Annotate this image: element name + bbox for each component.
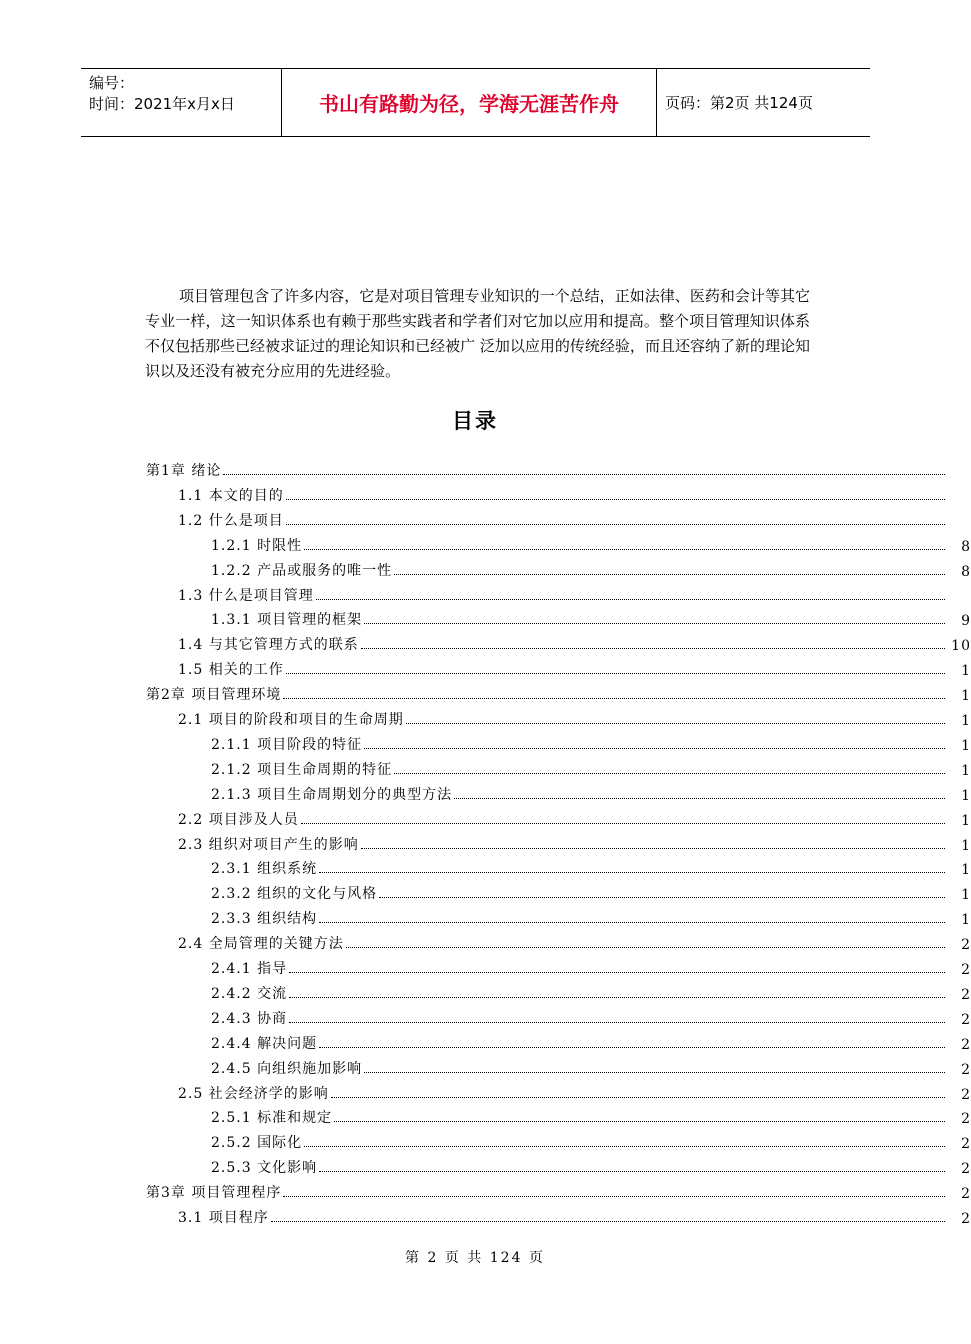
toc-entry[interactable]: 1.5 相关的工作 1 — [178, 655, 947, 679]
toc-entry-label: 2.4.2 交流 — [211, 985, 288, 1002]
toc-leader-dots — [304, 1146, 945, 1147]
toc-entry-label: 第2章 项目管理环境 — [146, 687, 282, 704]
toc-entry[interactable]: 1.4 与其它管理方式的联系 10 — [178, 630, 947, 654]
toc-leader-dots — [361, 648, 945, 649]
toc-entry-label: 2.5 社会经济学的影响 — [178, 1085, 329, 1102]
toc-leader-dots — [454, 798, 945, 799]
toc-leader-dots — [379, 897, 945, 898]
toc-entry[interactable]: 2.4.4 解决问题 2 — [211, 1029, 947, 1053]
toc-entry-label: 2.4 全局管理的关键方法 — [178, 936, 344, 953]
header-meta — [81, 69, 282, 136]
toc-entry[interactable] — [178, 481, 947, 505]
toc-entry-label: 3.1 项目程序 — [178, 1210, 269, 1226]
toc-entry[interactable]: 2.2 项目涉及人员 1 — [178, 805, 947, 829]
toc-leader-dots — [289, 972, 945, 973]
toc-entry-label: 1.2.1 时限性 — [211, 537, 303, 554]
intro-paragraph: 项目管理包含了许多内容，它是对项目管理专业知识的一个总结，正如法律、医药和会计等其它专业一样，这一知识体系也有赖于那些实践者和学者们对它加以应用和提高。整个项目管理知识体系不仅包括那些已经被求证过的理论知识和已经被广 泛加以应用的传统经验，而且还容纳了新的理论知识以及还没有被充分应用的先进经验。 — [145, 287, 810, 380]
toc-entry-label: 第3章 项目管理程序 — [146, 1185, 282, 1202]
toc-entry-label: 2.1.2 项目生命周期的特征 — [211, 761, 393, 778]
toc-entry-label: 2.1.3 项目生命周期划分的典型方法 — [211, 786, 453, 803]
toc-entry[interactable]: 2.5.1 标准和规定 2 — [211, 1103, 947, 1127]
page-footer: 第 2 页 共 124 页 — [405, 1250, 545, 1266]
toc-entry-label: 2.3.2 组织的文化与风格 — [211, 886, 378, 903]
toc-entry-label: 2.2 项目涉及人员 — [178, 811, 299, 828]
toc-entry[interactable]: 2.4.3 协商 2 — [211, 1004, 947, 1028]
toc-leader-dots — [394, 574, 945, 575]
toc-entry[interactable]: 2.1.1 项目阶段的特征 1 — [211, 730, 947, 754]
toc-entry-label: 1.5 相关的工作 — [178, 662, 284, 679]
toc-entry[interactable]: 1.2.2 产品或服务的唯一性 8 — [211, 556, 947, 580]
toc-leader-dots — [304, 549, 945, 550]
page-header — [81, 68, 870, 137]
toc-entry-label: 2.5.3 文化影响 — [211, 1160, 318, 1177]
toc-entry-label: 2.4.4 解决问题 — [211, 1035, 318, 1052]
toc-entry-label: 2.5.2 国际化 — [211, 1135, 303, 1152]
toc-entry-label: 2.3.3 组织结构 — [211, 911, 318, 928]
toc-leader-dots — [289, 997, 945, 998]
toc-leader-dots — [334, 1121, 945, 1122]
header-motto: 书山有路勤为径，学海无涯苦作舟 — [282, 69, 657, 136]
toc-entry-label: 1.2.2 产品或服务的唯一性 — [211, 562, 393, 579]
toc-leader-dots — [319, 872, 945, 873]
toc-entry-label: 2.3 组织对项目产生的影响 — [178, 836, 359, 853]
toc-entry[interactable]: 2.1.2 项目生命周期的特征 1 — [211, 755, 947, 779]
toc-leader-dots — [319, 1047, 945, 1048]
toc-entry-label: 2.1.1 项目阶段的特征 — [211, 736, 363, 753]
toc-entry[interactable]: 2.3.1 组织系统 1 — [211, 854, 947, 878]
toc-entry[interactable] — [146, 456, 947, 480]
toc-entry[interactable]: 1.3.1 项目管理的框架 9 — [211, 605, 947, 629]
toc-entry-label: 2.4.1 指导 — [211, 961, 288, 977]
toc-entry[interactable]: 1.2.1 时限性 8 — [211, 531, 947, 555]
toc-leader-dots — [331, 1097, 945, 1098]
toc-leader-dots — [364, 748, 945, 749]
toc-entry[interactable]: 2.3.3 组织结构 1 — [211, 904, 947, 928]
toc-entry[interactable]: 2.4.1 指导 2 — [211, 954, 947, 978]
toc-entry[interactable]: 2.5.2 国际化 2 — [211, 1128, 947, 1152]
toc-entry[interactable]: 2.4 全局管理的关键方法 2 — [178, 929, 947, 953]
toc-entry[interactable]: 2.5.3 文化影响 2 — [211, 1153, 947, 1177]
toc-entry-label: 1.4 与其它管理方式的联系 — [178, 637, 359, 654]
toc-entry[interactable]: 2.4.5 向组织施加影响 2 — [211, 1054, 947, 1078]
date-label: 时间：2021年x月x日 — [89, 95, 235, 113]
code-label: 编号： — [89, 74, 135, 92]
toc-entry[interactable]: 2.4.2 交流 2 — [211, 979, 947, 1003]
toc-leader-dots — [361, 848, 945, 849]
toc-entry[interactable]: 第2章 项目管理环境 1 — [146, 680, 947, 704]
toc-entry[interactable] — [178, 506, 947, 530]
toc-leader-dots — [301, 823, 945, 824]
toc-title: 目录 — [452, 409, 498, 433]
toc-leader-dots — [286, 524, 945, 525]
toc-leader-dots — [283, 698, 945, 699]
toc-leader-dots — [364, 623, 945, 624]
header-page-info: 页码：第2页 共124页 — [665, 94, 813, 112]
toc-entry-label: 2.3.1 组织系统 — [211, 861, 318, 878]
toc-leader-dots — [283, 1196, 945, 1197]
toc-entry-label: 1.1 本文的目的 — [178, 487, 284, 504]
toc-entry-label: 2.4.3 协商 — [211, 1010, 288, 1027]
toc-entry[interactable]: 2.3.2 组织的文化与风格 1 — [211, 879, 947, 903]
toc-leader-dots — [319, 1171, 945, 1172]
toc-leader-dots — [316, 599, 945, 600]
toc-entry-label: 第1章 绪论 — [146, 463, 222, 479]
toc-leader-dots — [364, 1072, 945, 1073]
toc-entry-label: 1.3 什么是项目管理 — [178, 587, 314, 604]
toc-entry[interactable]: 2.1 项目的阶段和项目的生命周期 1 — [178, 705, 947, 729]
toc-entry-label: 2.1 项目的阶段和项目的生命周期 — [178, 712, 404, 728]
toc-entry[interactable]: 2.3 组织对项目产生的影响 1 — [178, 830, 947, 854]
toc-leader-dots — [346, 947, 945, 948]
toc-entry[interactable]: 2.5 社会经济学的影响 2 — [178, 1079, 947, 1103]
toc-leader-dots — [319, 922, 945, 923]
toc-entry[interactable]: 2.1.3 项目生命周期划分的典型方法 1 — [211, 780, 947, 804]
toc-entry[interactable]: 第3章 项目管理程序 2 — [146, 1178, 947, 1202]
toc-entry-label: 2.4.5 向组织施加影响 — [211, 1060, 363, 1077]
toc-entry[interactable] — [178, 581, 947, 605]
toc-leader-dots — [286, 499, 945, 500]
toc-leader-dots — [286, 673, 945, 674]
toc-entry-label: 2.5.1 标准和规定 — [211, 1110, 333, 1127]
toc-leader-dots — [289, 1022, 945, 1023]
toc-leader-dots — [406, 723, 945, 724]
toc-entry-label: 1.2 什么是项目 — [178, 512, 284, 529]
toc-leader-dots — [271, 1221, 945, 1222]
toc-leader-dots — [394, 773, 945, 774]
toc-entry[interactable]: 3.1 项目程序 2 — [178, 1203, 947, 1227]
toc-entry-label: 1.3.1 项目管理的框架 — [211, 612, 363, 629]
toc-leader-dots — [223, 474, 945, 475]
